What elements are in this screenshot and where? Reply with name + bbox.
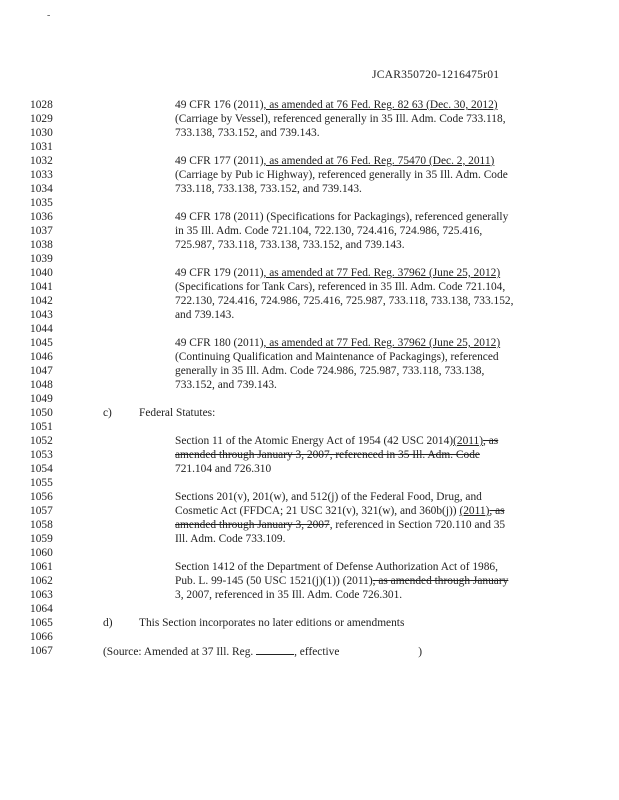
text-line: 733.118, 733.138, 733.152, and 739.143. (175, 183, 362, 195)
line-number: 1029 (30, 113, 53, 125)
line-number: 1062 (30, 575, 53, 587)
text-line: in 35 Ill. Adm. Code 721.104, 722.130, 724.416, 724.986, 725.416, (175, 225, 483, 237)
inserted-text: , as amended at 76 Fed. Reg. (263, 155, 395, 167)
deleted-text: , as (483, 435, 499, 447)
text-line: generally in 35 Ill. Adm. Code 724.986, 725.987, 733.118, 733.138, (175, 365, 485, 377)
inserted-text: 1 (484, 155, 491, 167)
line-number: 1030 (30, 127, 53, 139)
line-number: 1048 (30, 379, 53, 391)
inserted-text: ) (490, 155, 495, 167)
text-line: (Specifications for Tank Cars), referenced in 35 Ill. Adm. Code 721.104, (175, 281, 506, 293)
deleted-text: , as amended through (372, 575, 471, 587)
line-number: 1055 (30, 477, 53, 489)
source-note: (Source: Amended at 37 Ill. Reg. , effective ) (103, 646, 423, 658)
deleted-text: January (470, 575, 509, 587)
line-number: 1066 (30, 631, 53, 643)
line-number: 1044 (30, 323, 53, 335)
text-line: 49 CFR 178 (2011) (Specifications for Packagings), referenced generally (175, 211, 509, 223)
text-line: (Carriage by Vessel), referenced generally in 35 Ill. Adm. Code 733.118, (175, 113, 506, 125)
text-line: (Carriage by Pub ic Highway), referenced generally in 35 Ill. Adm. Code (175, 169, 508, 181)
line-number: 1051 (30, 421, 53, 433)
line-number: 1063 (30, 589, 53, 601)
text-line: 49 CFR 179 (2011), as amended at 77 Fed. Reg. 37962 (June 25, 2012) (175, 267, 501, 279)
deleted-text: amended through January 3, 2007 (175, 519, 330, 531)
text-line: 49 CFR 180 (2011), as amended at 77 Fed. Reg. 37962 (June 25, 2012) (175, 337, 501, 349)
text-line: Section 1412 of the Department of Defense Authorization Act of 1986, (175, 561, 498, 573)
document-id: JCAR350720-1216475r01 (372, 68, 500, 81)
text-line: 721.104 and 726.310 (175, 463, 272, 475)
page-mark: - (47, 10, 51, 21)
line-number: 1032 (30, 155, 53, 167)
line-number: 1065 (30, 617, 53, 629)
line-number: 1059 (30, 533, 53, 545)
line-number: 1052 (30, 435, 53, 447)
line-number: 1033 (30, 169, 53, 181)
text-line: Section 11 of the Atomic Energy Act of 1954 (42 USC 2014)(2011), as (175, 435, 499, 447)
inserted-text: 75470 (Dec. 2, 201 (394, 155, 485, 167)
text-line: 722.130, 724.416, 724.986, 725.416, 725.987, 733.118, 733.138, 733.152, (175, 295, 514, 307)
line-number: 1034 (30, 183, 53, 195)
text-line: Sections 201(v), 201(w), and 512(j) of the Federal Food, Drug, and (175, 491, 482, 503)
text-line: 49 CFR 176 (2011), as amended at 76 Fed. Reg. 82 63 (Dec. 30, 2012) (175, 99, 498, 111)
line-number: 1028 (30, 99, 53, 111)
inserted-text: , as amended at 77 Fed. Reg. 37962 (June 25, (263, 337, 471, 349)
inserted-text: 37962 (June 25, 2012) (394, 267, 501, 279)
line-number: 1067 (30, 645, 53, 657)
blank-register-number (256, 644, 294, 655)
line-number: 1042 (30, 295, 53, 307)
line-number: 1064 (30, 603, 53, 615)
section-label: c) (103, 407, 112, 419)
text-line: 733.152, and 739.143. (175, 379, 277, 391)
line-number: 1036 (30, 211, 53, 223)
deleted-text: amended through (175, 449, 255, 461)
line-number: 1058 (30, 519, 53, 531)
inserted-text: 63 (Dec. 30, 20 (409, 99, 483, 111)
inserted-text: 20 (470, 337, 485, 349)
line-number: 1060 (30, 547, 53, 559)
line-number: 1031 (30, 141, 53, 153)
inserted-text: , as amended at 77 Fed. Reg. (263, 267, 395, 279)
inserted-text: , as amended at 76 Fed. Reg. 82 (263, 99, 410, 111)
section-title: Federal Statutes: (139, 407, 216, 419)
text-line: Cosmetic Act (FFDCA; 21 USC 321(v), 321(w), and 360b(j)) (2011), as (175, 505, 505, 517)
line-number: 1054 (30, 463, 53, 475)
text-line: 725.987, 733.118, 733.138, 733.152, and 739.143. (175, 239, 405, 251)
line-number: 1050 (30, 407, 53, 419)
line-number: 1040 (30, 267, 53, 279)
text-line: (Continuing Qualification and Maintenance of Packagings), referenced (175, 351, 499, 363)
line-number: 1039 (30, 253, 53, 265)
line-number: 1037 (30, 225, 53, 237)
deleted-text: , as (489, 505, 505, 517)
text-line: amended through January 3, 2007, referenced in Section 720.110 and 35 (175, 519, 506, 531)
line-number: 1046 (30, 351, 53, 363)
section-label: d) (103, 617, 113, 629)
line-number: 1038 (30, 239, 53, 251)
inserted-text: 12) (482, 99, 498, 111)
line-number: 1035 (30, 197, 53, 209)
line-number: 1061 (30, 561, 53, 573)
text-line: 49 CFR 177 (2011), as amended at 76 Fed. Reg. 75470 (Dec. 2, 2011) (175, 155, 495, 167)
line-number: 1043 (30, 309, 53, 321)
section-text: This Section incorporates no later editions or amendments (139, 617, 405, 629)
line-number: 1057 (30, 505, 53, 517)
line-number: 1056 (30, 491, 53, 503)
text-line: 733.138, 733.152, and 739.143. (175, 127, 320, 139)
text-line: Ill. Adm. Code 733.109. (175, 533, 286, 545)
line-number: 1047 (30, 365, 53, 377)
inserted-text: 12) (484, 337, 501, 349)
text-line: 3, 2007, referenced in 35 Ill. Adm. Code 726.301. (175, 589, 403, 601)
line-number: 1045 (30, 337, 53, 349)
line-number: 1049 (30, 393, 53, 405)
line-number: 1053 (30, 449, 53, 461)
deleted-text: January 3, 2007, referenced in 35 Ill. Adm. Code (254, 449, 480, 461)
inserted-text: (2011) (453, 435, 484, 447)
text-line (175, 448, 480, 462)
line-number: 1041 (30, 281, 53, 293)
text-line: and 739.143. (175, 309, 235, 321)
text-line: Pub. L. 99-145 (50 USC 1521(j)(1)) (2011), as amended through January (175, 575, 509, 587)
inserted-text: (2011) (459, 505, 490, 517)
